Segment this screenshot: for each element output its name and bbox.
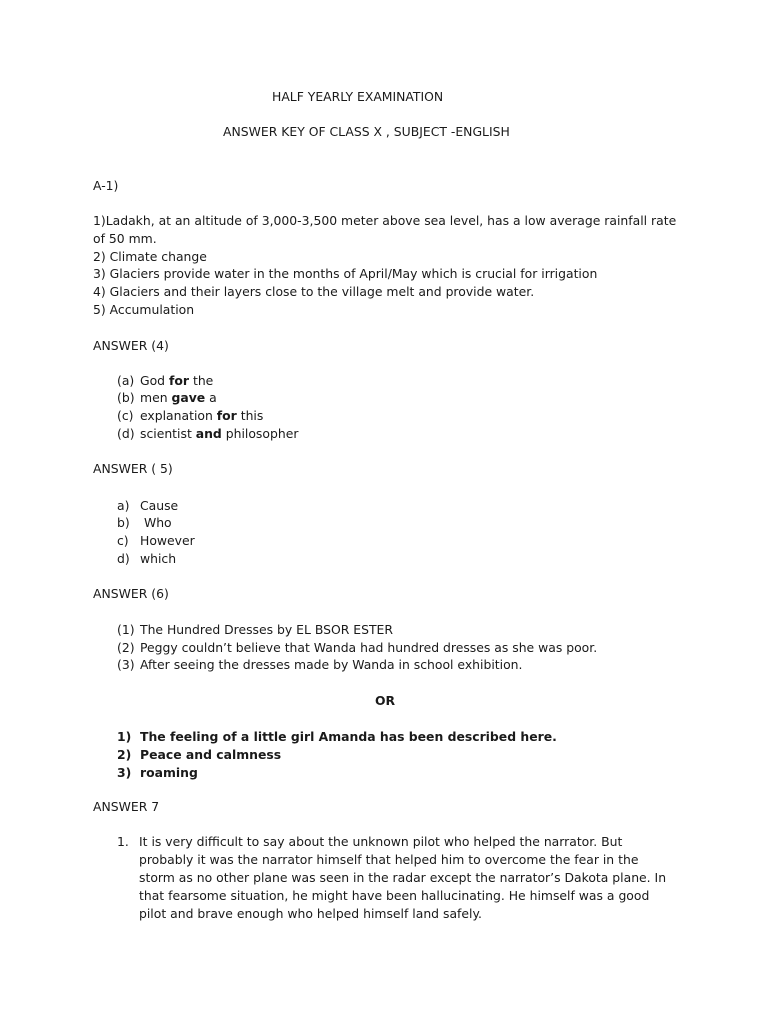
document-title: HALF YEARLY EXAMINATION: [272, 89, 444, 104]
list-item-label: (a): [117, 373, 135, 388]
paragraph-line: storm as no other plane was seen in the radar except the narrator’s Dakota plane. In: [139, 870, 667, 885]
a1-item: 4) Glaciers and their layers close to the village melt and provide water.: [93, 284, 535, 299]
paragraph-line: probably it was the narrator himself that helped him to overcome the fear in the: [139, 852, 639, 867]
list-item: [117, 621, 393, 639]
list-item-text: However: [140, 533, 195, 548]
list-item: [117, 372, 214, 390]
a1-item: 5) Accumulation: [93, 302, 195, 317]
list-item-text: Peace and calmness: [140, 747, 282, 762]
list-item-label: c): [117, 533, 129, 548]
answer4-heading: ANSWER (4): [93, 338, 169, 353]
list-item-label: d): [117, 551, 130, 566]
list-item-label: (2): [117, 640, 135, 655]
list-item-text: After seeing the dresses made by Wanda in school exhibition.: [140, 657, 523, 672]
list-item-label: 1): [117, 729, 132, 744]
list-item-label: (c): [117, 408, 134, 423]
list-item-text: men: [140, 390, 172, 405]
a1-item: 1)Ladakh, at an altitude of 3,000-3,500 meter above sea level, has a low average rainfall rate of 50 mm.: [93, 213, 677, 246]
list-item-text: Cause: [140, 498, 179, 513]
list-item: [117, 514, 172, 532]
list-item: [117, 764, 198, 782]
list-item-label: (d): [117, 426, 135, 441]
or-divider-label: OR: [375, 693, 396, 708]
list-item: [117, 746, 282, 764]
section-a1-heading: A-1): [93, 178, 119, 193]
list-item-text: roaming: [140, 765, 198, 780]
list-item-bold: and: [195, 426, 222, 441]
list-item-bold: for: [169, 373, 190, 388]
list-item: [117, 639, 598, 657]
list-item-text: the: [189, 373, 214, 388]
list-item-label: (b): [117, 390, 135, 405]
a1-item: 2) Climate change: [93, 249, 207, 264]
list-item: [117, 532, 195, 550]
list-item-text: scientist: [140, 426, 196, 441]
answer7-heading: ANSWER 7: [93, 799, 160, 814]
list-item: [117, 425, 299, 443]
list-item-label: (1): [117, 622, 135, 637]
list-item: [117, 389, 217, 407]
answer5-heading: ANSWER ( 5): [93, 461, 173, 476]
list-item-label: 2): [117, 747, 132, 762]
list-item: [117, 497, 179, 515]
a1-item: 3) Glaciers provide water in the months of April/May which is crucial for irrigation: [93, 266, 598, 281]
list-item-text: which: [140, 551, 177, 566]
list-item: [117, 407, 264, 425]
list-item: [117, 550, 177, 568]
list-item: [117, 728, 557, 746]
list-item-label: 1.: [117, 834, 129, 849]
paragraph-line: that fearsome situation, he might have been hallucinating. He himself was a good: [139, 888, 650, 903]
list-item-bold: for: [216, 408, 237, 423]
list-item-text: The Hundred Dresses by EL BSOR ESTER: [140, 622, 393, 637]
list-item-text: philosopher: [221, 426, 299, 441]
answer6-heading: ANSWER (6): [93, 586, 169, 601]
list-item-text: Peggy couldn’t believe that Wanda had hundred dresses as she was poor.: [140, 640, 598, 655]
list-item-label: a): [117, 498, 130, 513]
paragraph-line: pilot and brave enough who helped himself land safely.: [139, 906, 482, 921]
document-subtitle: ANSWER KEY OF CLASS X , SUBJECT -ENGLISH: [223, 124, 510, 139]
list-item-label: 3): [117, 765, 132, 780]
list-item-text: God: [140, 373, 169, 388]
list-item-label: b): [117, 515, 130, 530]
paragraph-line: It is very difficult to say about the unknown pilot who helped the narrator. But: [139, 834, 623, 849]
list-item-text: The feeling of a little girl Amanda has been described here.: [140, 729, 557, 744]
list-item: [117, 656, 523, 674]
list-item-bold: gave: [171, 390, 206, 405]
list-item-label: (3): [117, 657, 135, 672]
list-item-text: Who: [140, 515, 172, 530]
list-item-text: explanation: [140, 408, 217, 423]
list-item-text: this: [236, 408, 264, 423]
list-item-text: a: [205, 390, 217, 405]
